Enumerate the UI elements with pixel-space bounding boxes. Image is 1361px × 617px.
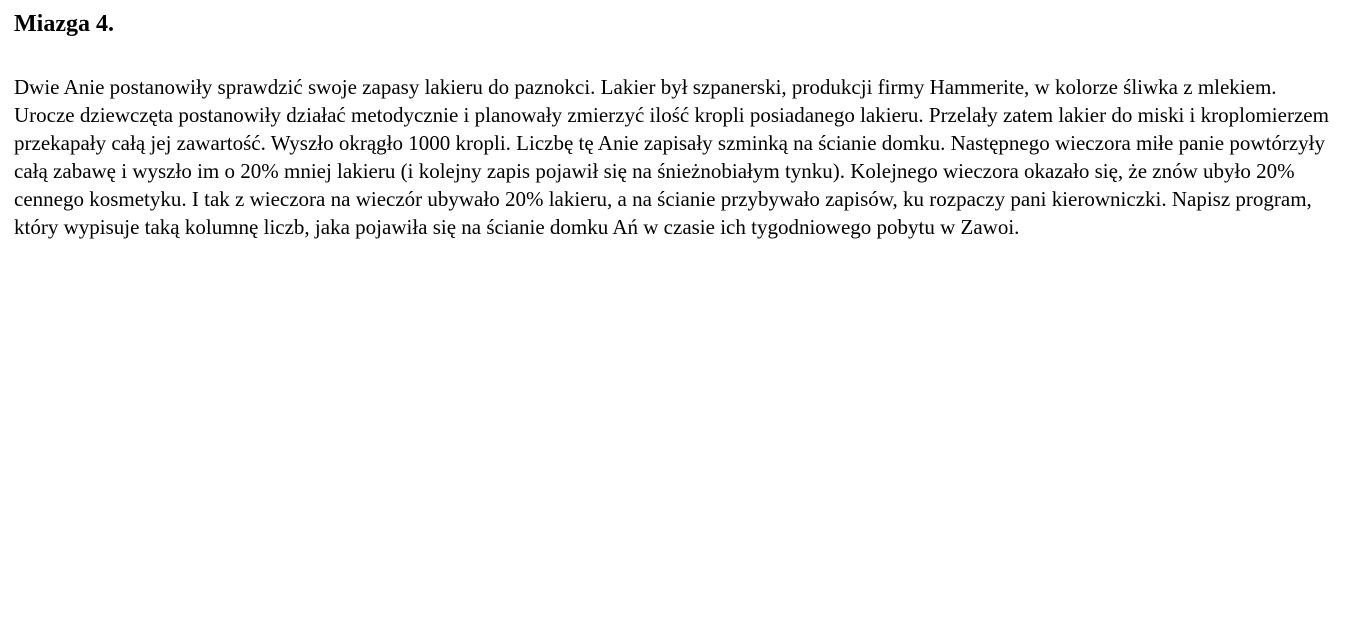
page-title: Miazga 4. bbox=[14, 11, 114, 37]
page bbox=[0, 0, 1361, 241]
task-description: Dwie Anie postanowiły sprawdzić swoje zapasy lakieru do paznokci. Lakier był szpanerski, produkcji firmy Hammerite, w kolorze śliwka z mlekiem. Urocze dziewczęta postanowiły działać metodycznie i planowały zmierzyć ilość kropli posiadanego lakieru. Przelały zatem lakier do miski i kroplomierzem przekapały całą jej zawartość. Wyszło okrągło 1000 kropli. Liczbę tę Anie zapisały szminką na ścianie domku. Następnego wieczora miłe panie powtórzyły całą zabawę i wyszło im o 20% mniej lakieru (i kolejny zapis pojawił się na śnieżnobiałym tynku). Kolejnego wieczora okazało się, że znów ubyło 20% cennego kosmetyku. I tak z wieczora na wieczór ubywało 20% lakieru, a na ścianie przybywało zapisów, ku rozpaczy pani kierowniczki. Napisz program, który wypisuje taką kolumnę liczb, jaka pojawiła się na ścianie domku Ań w czasie ich tygodniowego pobytu w Zawoi. bbox=[14, 75, 1329, 239]
